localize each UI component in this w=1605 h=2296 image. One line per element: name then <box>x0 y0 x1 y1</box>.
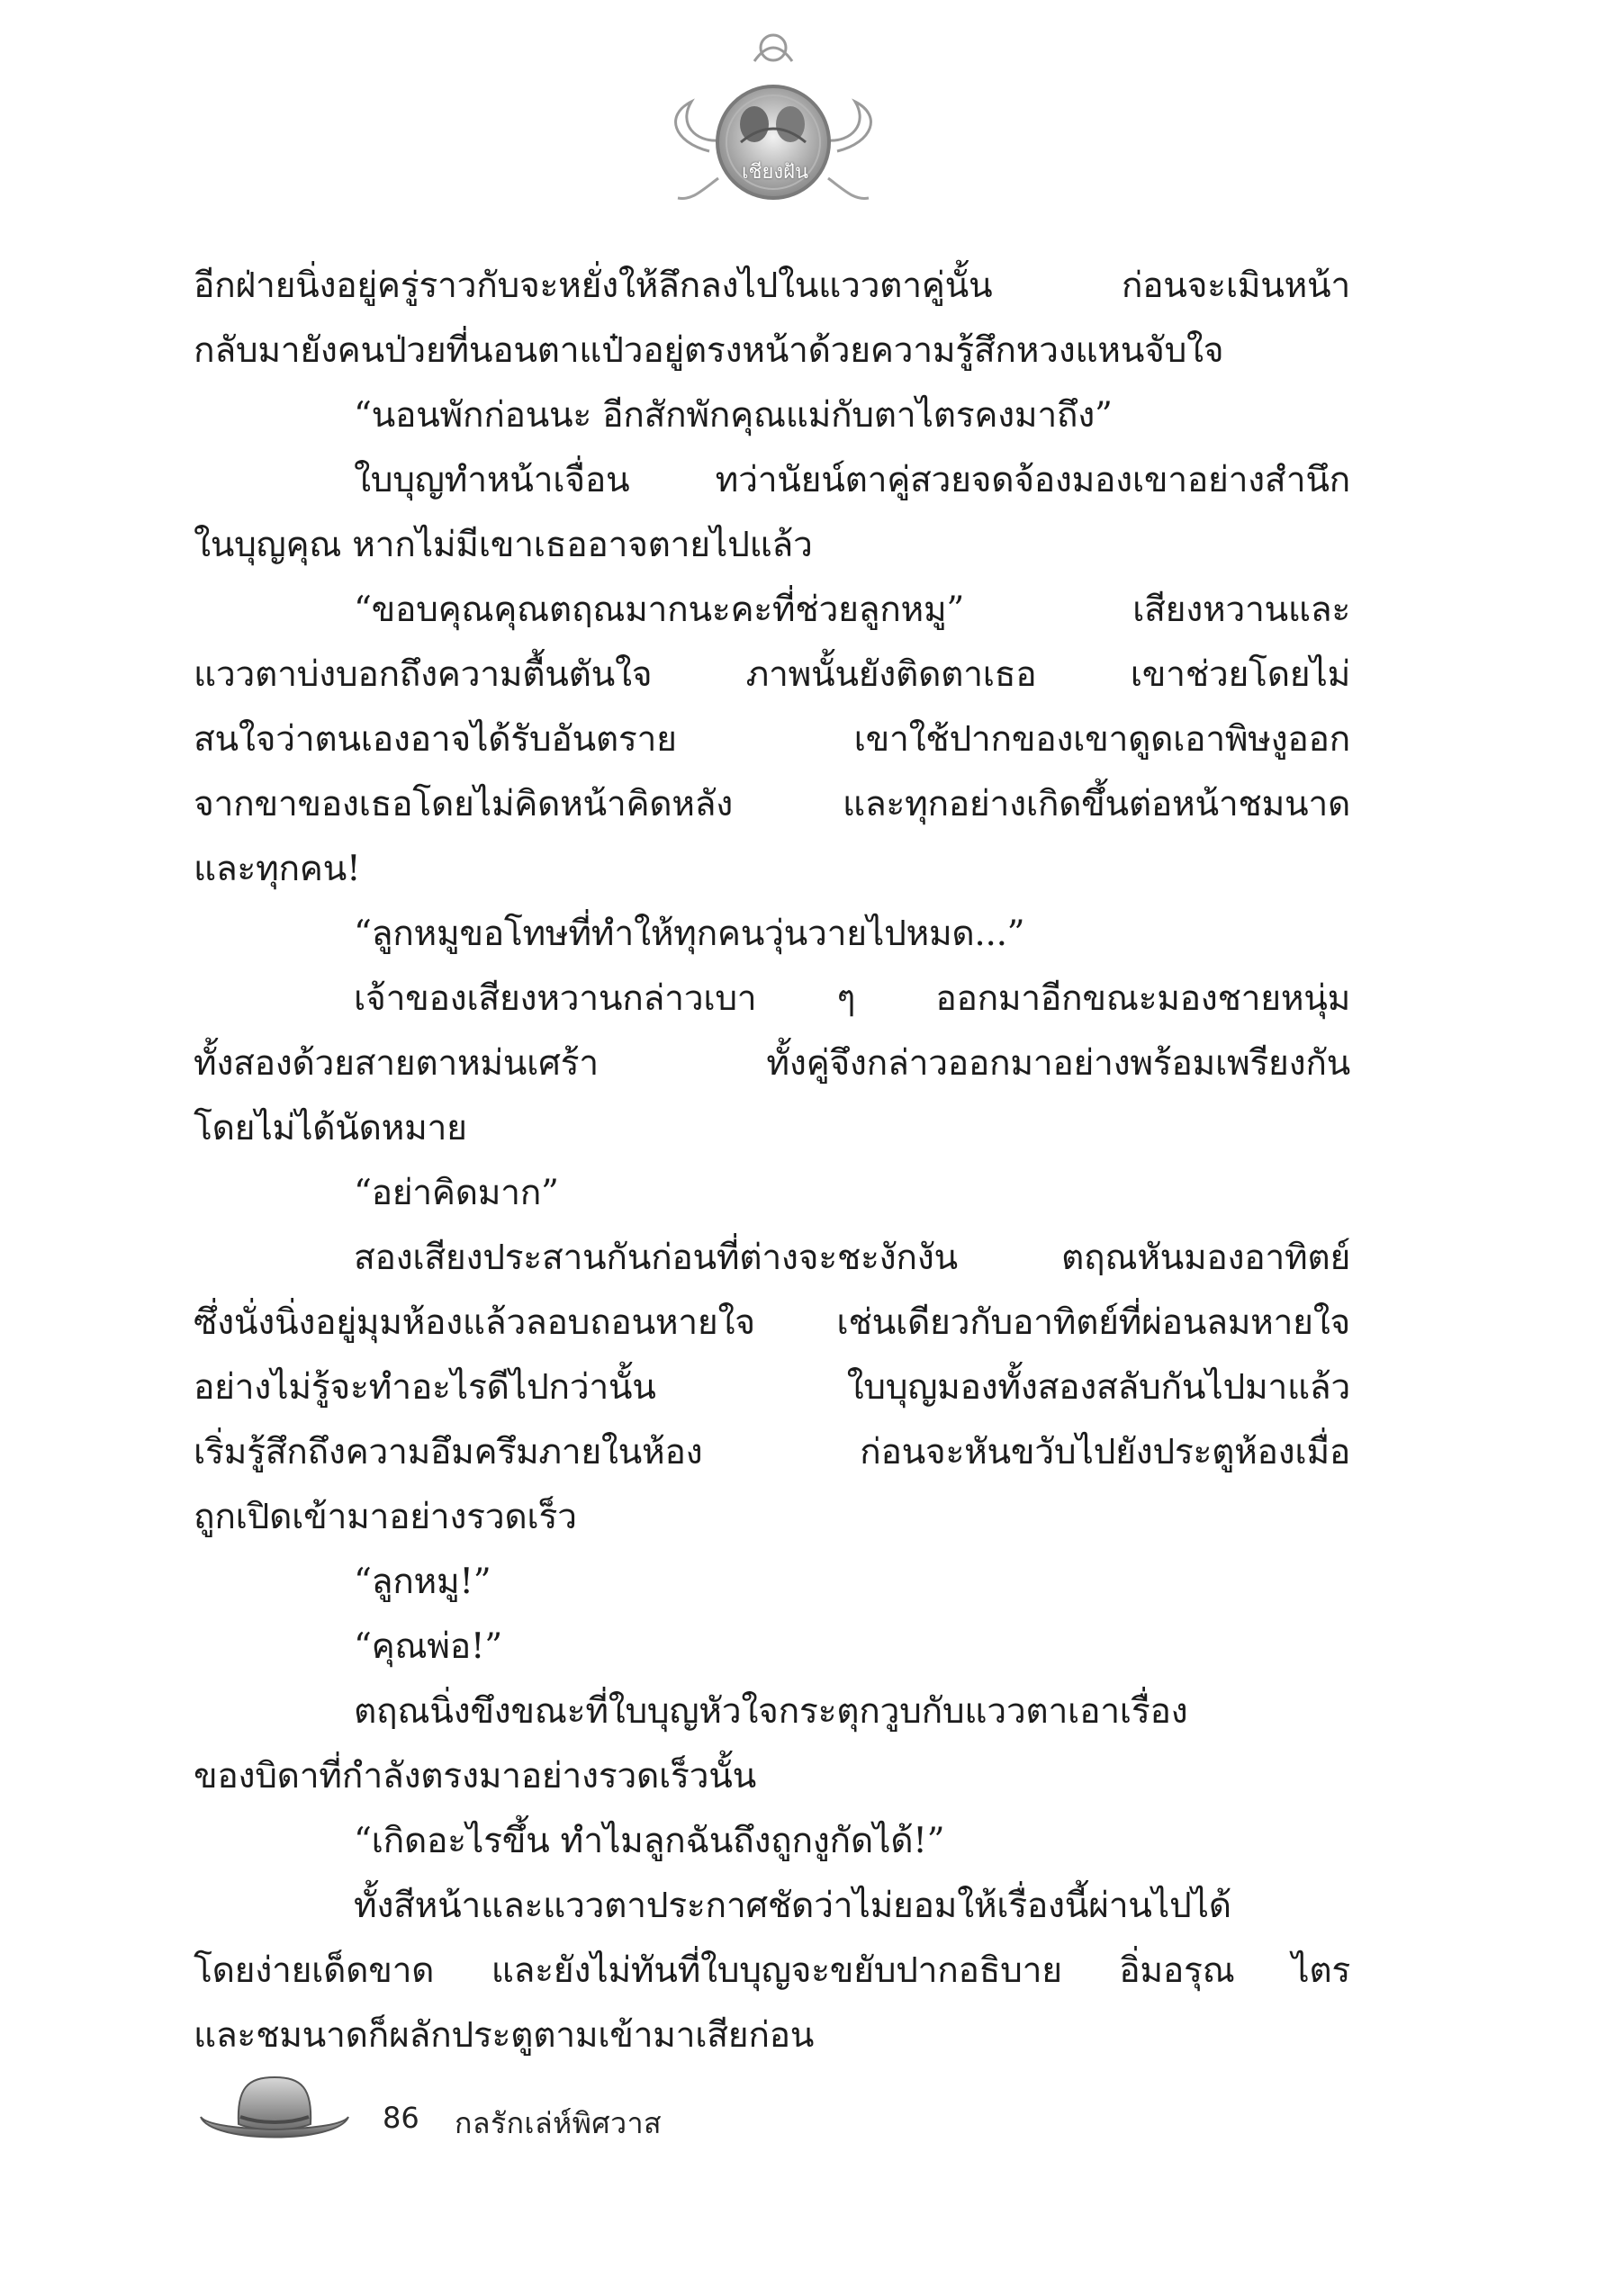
logo-text: เชียงฝัน <box>742 161 809 184</box>
page-footer <box>194 2061 914 2169</box>
dialogue-line: “นอนพักก่อนนะ อีกสักพักคุณแม่กับตาไตรคงมาถึง” <box>354 395 1113 436</box>
text-line: โดยไม่ได้นัดหมาย <box>194 1108 467 1148</box>
page-number: 86 <box>383 2101 419 2135</box>
text-line: ซึ่งนั่งนิ่งอยู่มุมห้องแล้วลอบถอนหายใจ เช่นเดียวกับอาทิตย์ที่ผ่อนลมหายใจ <box>194 1302 1350 1343</box>
dialogue-line: “อย่าคิดมาก” <box>354 1173 559 1213</box>
dialogue-line: “คุณพ่อ!” <box>354 1626 502 1667</box>
text-line: โดยง่ายเด็ดขาด และยังไม่ทันที่ใบบุญจะขยับปากอธิบาย อิ่มอรุณ ไตร <box>194 1950 1350 1991</box>
dialogue-line: “ขอบคุณคุณตฤณมากนะคะที่ช่วยลูกหมู” เสียงหวานและ <box>354 590 1350 630</box>
text-line: ตฤณนิ่งขึงขณะที่ใบบุญหัวใจกระตุกวูบกับแววตาเอาเรื่อง <box>354 1691 1188 1732</box>
text-line: เริ่มรู้สึกถึงความอึมครึมภายในห้อง ก่อนจะหันขวับไปยังประตูห้องเมื่อ <box>194 1432 1350 1472</box>
header-logo <box>655 7 891 212</box>
text-line: ของบิดาที่กำลังตรงมาอย่างรวดเร็วนั้น <box>194 1756 756 1796</box>
text-line: อย่างไม่รู้จะทำอะไรดีไปกว่านั้น ใบบุญมองทั้งสองสลับกันไปมาแล้ว <box>194 1367 1350 1408</box>
dialogue-line: “ลูกหมู!” <box>354 1562 491 1602</box>
text-line: จากขาของเธอโดยไม่คิดหน้าคิดหลัง และทุกอย่างเกิดขึ้นต่อหน้าชมนาด <box>194 784 1350 824</box>
text-line: ในบุญคุณ หากไม่มีเขาเธออาจตายไปแล้ว <box>194 525 813 565</box>
text-line: กลับมายังคนป่วยที่นอนตาแป๋วอยู่ตรงหน้าด้วยความรู้สึกหวงแหนจับใจ <box>194 330 1224 371</box>
text-line: ใบบุญทำหน้าเจื่อน ทว่านัยน์ตาคู่สวยจดจ้องมองเขาอย่างสำนึก <box>354 460 1350 500</box>
dialogue-line: “ลูกหมูขอโทษที่ทำให้ทุกคนวุ่นวายไปหมด...” <box>354 914 1025 954</box>
text-line: เจ้าของเสียงหวานกล่าวเบา ๆ ออกมาอีกขณะมองชายหนุ่ม <box>354 978 1350 1019</box>
text-line: อีกฝ่ายนิ่งอยู่ครู่ราวกับจะหยั่งให้ลึกลงไปในแววตาคู่นั้น ก่อนจะเมินหน้า <box>194 266 1350 306</box>
text-line: สนใจว่าตนเองอาจได้รับอันตราย เขาใช้ปากของเขาดูดเอาพิษงูออก <box>194 719 1350 760</box>
text-line: และทุกคน! <box>194 849 361 889</box>
text-line: ถูกเปิดเข้ามาอย่างรวดเร็ว <box>194 1497 577 1537</box>
book-title: กลรักเล่ห์พิศวาส <box>455 2106 663 2140</box>
dialogue-line: “เกิดอะไรขึ้น ทำไมลูกฉันถึงถูกงูกัดได้!” <box>354 1821 945 1861</box>
text-line: แววตาบ่งบอกถึงความตื้นตันใจ ภาพนั้นยังติดตาเธอ เขาช่วยโดยไม่ <box>194 654 1350 695</box>
text-line: และชมนาดก็ผลักประตูตามเข้ามาเสียก่อน <box>194 2015 815 2056</box>
text-line: ทั้งสีหน้าและแววตาประกาศชัดว่าไม่ยอมให้เรื่องนี้ผ่านไปได้ <box>354 1886 1231 1926</box>
text-line: ทั้งสองด้วยสายตาหม่นเศร้า ทั้งคู่จึงกล่าวออกมาอย่างพร้อมเพรียงกัน <box>194 1043 1350 1084</box>
cowboy-hat-icon <box>194 2061 356 2169</box>
text-line: สองเสียงประสานกันก่อนที่ต่างจะชะงักงัน ตฤณหันมองอาทิตย์ <box>354 1238 1350 1278</box>
body-text <box>194 254 1350 2068</box>
